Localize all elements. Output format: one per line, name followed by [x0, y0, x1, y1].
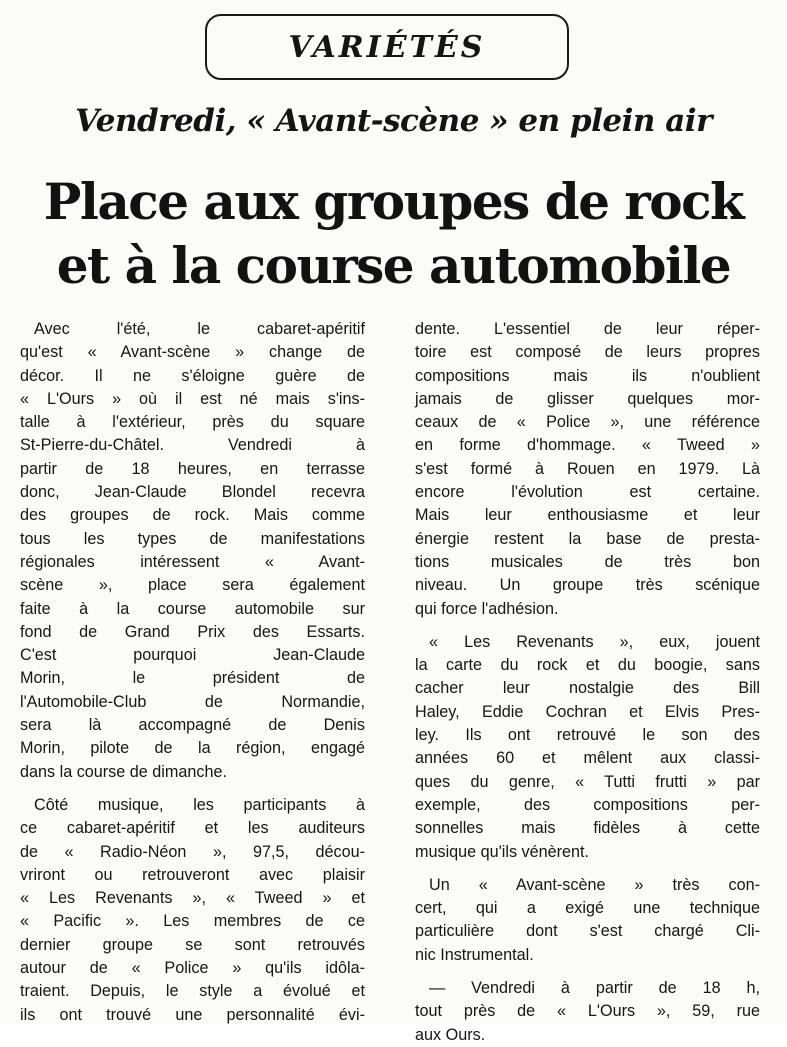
text-line: Mais leur enthousiasme et leur — [415, 506, 760, 525]
text-line: tions musicales de très bon — [415, 552, 760, 571]
text-line: ceaux de « Police », une référence — [415, 413, 760, 432]
headline-line-1: Place aux groupes de rock — [43, 172, 744, 231]
text-line: scène », place sera également — [20, 576, 365, 595]
text-line: autour de « Police » qu'ils idôla- — [20, 959, 365, 978]
text-line: cert, qui a exigé une technique — [415, 899, 760, 918]
text-line: en forme d'hommage. « Tweed » — [415, 436, 760, 455]
text-line: années 60 et mêlent aux classi- — [415, 749, 760, 768]
text-line: partir de 18 heures, en terrasse — [20, 459, 365, 478]
text-line: « Pacific ». Les membres de ce — [20, 912, 365, 931]
text-line: vriront ou retrouveront avec plaisir — [20, 865, 365, 884]
text-line: nic Instrumental. — [415, 945, 534, 964]
text-line: régionales intéressent « Avant- — [20, 552, 365, 571]
text-line: faite à la course automobile sur — [20, 599, 365, 618]
text-line: qu'est « Avant-scène » change de — [20, 343, 365, 362]
text-line: tout près de « L'Ours », 59, rue — [415, 1002, 760, 1021]
text-line: Morin, le président de — [20, 669, 365, 688]
paragraph-gap — [415, 967, 760, 977]
text-line: ques du genre, « Tutti frutti » par — [415, 772, 760, 791]
text-line: fond de Grand Prix des Essarts. — [20, 622, 365, 641]
text-line: décor. Il ne s'éloigne guère de — [20, 366, 365, 385]
text-line: s'est formé à Rouen en 1979. Là — [415, 459, 760, 478]
text-line: particulière dont s'est chargé Cli- — [415, 922, 760, 941]
text-line: — Vendredi à partir de 18 h, — [429, 979, 760, 998]
text-line: dente. L'essentiel de leur réper- — [415, 320, 760, 338]
text-line: ils ont trouvé une personnalité évi- — [20, 1005, 365, 1024]
text-line: la carte du rock et du boogie, sans — [415, 656, 760, 675]
text-line: qui force l'adhésion. — [415, 599, 559, 618]
text-line: donc, Jean-Claude Blondel recevra — [20, 483, 365, 502]
text-line: des groupes de rock. Mais comme — [20, 506, 365, 525]
text-line: Avec l'été, le cabaret-apéritif — [34, 320, 365, 338]
text-line: Un « Avant-scène » très con- — [429, 875, 760, 894]
text-line: compositions mais ils n'oublient — [415, 366, 760, 385]
section-header-box — [205, 14, 569, 80]
text-line: talle à l'extérieur, près du square — [20, 413, 365, 432]
article-kicker: Vendredi, « Avant-scène » en plein air — [75, 103, 712, 139]
text-line: l'Automobile-Club de Normandie, — [20, 692, 365, 711]
text-line: sonnelles mais fidèles à cette — [415, 819, 760, 838]
text-line: « Les Revenants », « Tweed » et — [20, 889, 365, 908]
article-headline — [0, 170, 787, 298]
headline-line-2: et à la course automobile — [56, 236, 731, 295]
text-line: cacher leur nostalgie des Bill — [415, 679, 760, 698]
text-line: encore l'évolution est certaine. — [415, 483, 760, 502]
text-line: musique qu'ils vénèrent. — [415, 842, 590, 861]
paragraph — [415, 874, 760, 967]
paragraph-gap — [415, 621, 760, 631]
paragraph — [415, 631, 760, 864]
text-line: ce cabaret-apéritif et les auditeurs — [20, 819, 365, 838]
text-line: de « Radio-Néon », 97,5, décou- — [20, 842, 365, 861]
text-line: tous les types de manifestations — [20, 529, 365, 548]
paragraph — [415, 318, 760, 621]
text-line: dernier groupe se sont retrouvés — [20, 935, 365, 954]
text-line: « L'Ours » où il est né mais s'ins- — [20, 389, 365, 408]
text-line: aux Ours. — [415, 1025, 486, 1044]
text-line: toire est composé de leurs propres — [415, 343, 760, 362]
text-line: ley. Ils ont retrouvé le son des — [415, 726, 760, 745]
article-column-right — [415, 318, 760, 1047]
text-line: traient. Depuis, le style a évolué et — [20, 982, 365, 1001]
paragraph-gap — [415, 864, 760, 874]
text-line: jamais de glisser quelques mor- — [415, 389, 760, 408]
text-line: sera là accompagné de Denis — [20, 716, 365, 735]
text-line: St-Pierre-du-Châtel. Vendredi à — [20, 436, 365, 455]
text-line: exemple, des compositions per- — [415, 795, 760, 814]
paragraph — [20, 318, 365, 784]
text-line: dans la course de dimanche. — [20, 762, 227, 781]
text-line: Haley, Eddie Cochran et Elvis Pres- — [415, 702, 760, 721]
text-line: Côté musique, les participants à — [34, 795, 365, 814]
paragraph-gap — [20, 784, 365, 794]
text-line: « Les Revenants », eux, jouent — [429, 632, 760, 651]
paragraph — [20, 794, 365, 1027]
paragraph — [415, 977, 760, 1047]
text-line: énergie restent la base de presta- — [415, 529, 760, 548]
article-column-left — [20, 318, 365, 1027]
text-line: C'est pourquoi Jean-Claude — [20, 646, 365, 665]
text-line: Morin, pilote de la région, engagé — [20, 739, 365, 758]
section-label: VARIÉTÉS — [288, 29, 486, 65]
text-line: niveau. Un groupe très scénique — [415, 576, 760, 595]
